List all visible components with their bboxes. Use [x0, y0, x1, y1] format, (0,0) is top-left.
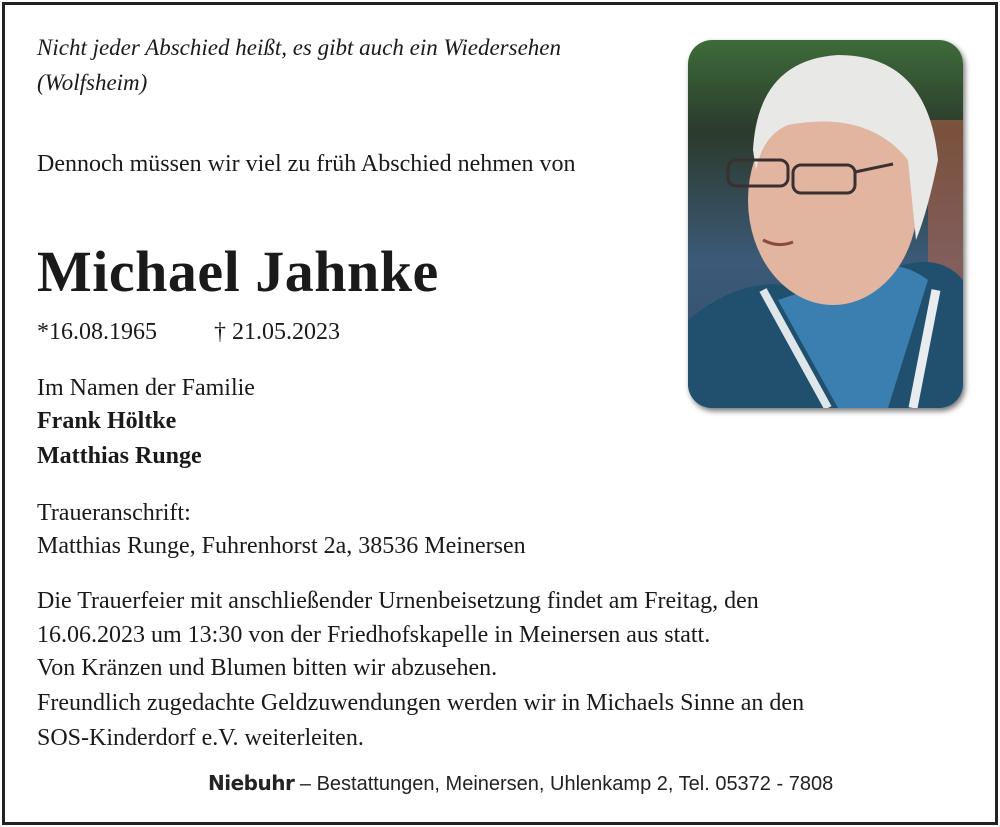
details-line: Von Kränzen und Blumen bitten wir abzusehen.: [37, 655, 498, 681]
details-line: 16.06.2023 um 13:30 von der Friedhofskapelle in Meinersen aus statt.: [37, 622, 711, 648]
quote-attribution: (Wolfsheim): [37, 70, 148, 95]
family-member: Matthias Runge: [37, 443, 202, 469]
intro-text: Dennoch müssen wir viel zu früh Abschied nehmen von: [37, 151, 576, 177]
portrait-photo: [688, 40, 963, 408]
birth-date: *16.08.1965: [37, 319, 157, 345]
details-line: Freundlich zugedachte Geldzuwendungen werden wir in Michaels Sinne an den: [37, 690, 805, 716]
details-line: SOS-Kinderdorf e.V. weiterleiten.: [37, 725, 364, 751]
death-date: † 21.05.2023: [214, 319, 340, 345]
address-label: Traueranschrift:: [37, 500, 191, 526]
quote-line-1: Nicht jeder Abschied heißt, es gibt auch ein Wiedersehen: [37, 35, 561, 60]
details-line: Die Trauerfeier mit anschließender Urnenbeisetzung findet am Freitag, den: [37, 588, 759, 614]
family-member: Frank Höltke: [37, 408, 177, 434]
address-value: Matthias Runge, Fuhrenhorst 2a, 38536 Meinersen: [37, 533, 526, 559]
family-intro: Im Namen der Familie: [37, 375, 255, 401]
funeral-home-logo: Niebuhr: [208, 771, 295, 795]
funeral-home-footer: [208, 771, 833, 796]
deceased-name: Michael Jahnke: [37, 239, 439, 304]
funeral-home-details: – Bestattungen, Meinersen, Uhlenkamp 2, Tel. 05372 - 7808: [294, 773, 834, 795]
